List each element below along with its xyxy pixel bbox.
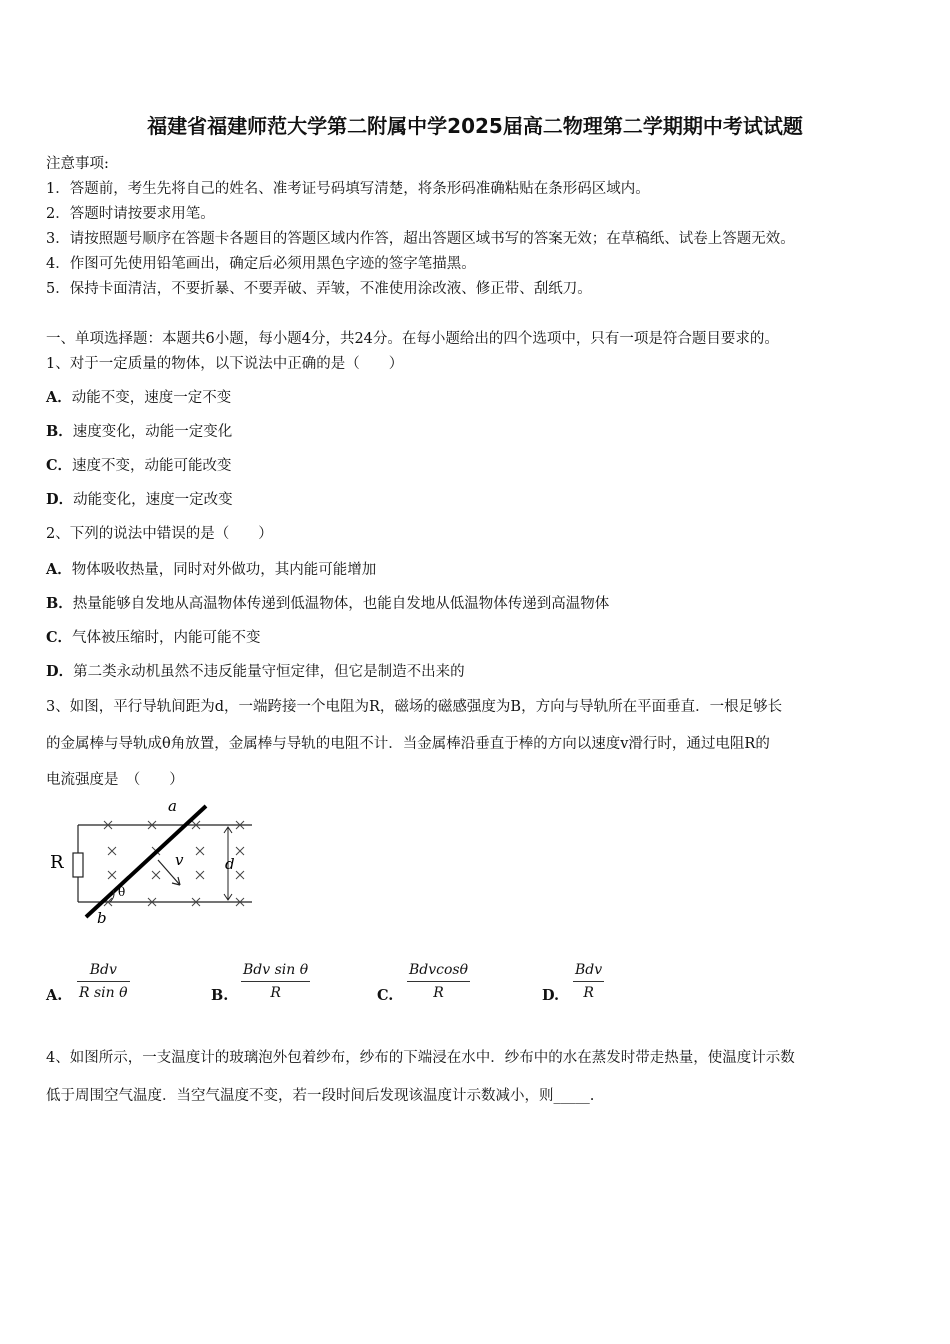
option-text: 速度变化，动能一定变化 — [72, 424, 233, 440]
q1-option-a — [46, 386, 231, 407]
question-2-stem: 2、下列的说法中错误的是（ ） — [46, 526, 273, 542]
q3-choice-a-label: A. — [46, 987, 63, 1004]
question-4-line: 低于周围空气温度．当空气温度不变，若一段时间后发现该温度计示数减小，则_____. — [46, 1088, 595, 1104]
notice-item: 2．答题时请按要求用笔。 — [46, 206, 215, 222]
notice-heading: 注意事项: — [46, 156, 109, 172]
option-text: 动能不变，速度一定不变 — [71, 390, 232, 406]
numerator: Bdv — [575, 962, 603, 978]
option-label: D． — [46, 491, 74, 508]
q3-choice-c-formula — [407, 962, 470, 1001]
q1-option-d — [46, 488, 233, 509]
q3-choice-b-formula — [241, 962, 310, 1001]
q2-option-c — [46, 626, 261, 647]
option-text: 动能变化，速度一定改变 — [73, 492, 233, 508]
notice-item: 3．请按照题号顺序在答题卡各题目的答题区域内作答，超出答题区域书写的答案无效；在草稿纸、试卷上答题无效。 — [46, 231, 795, 247]
denominator: R sin θ — [77, 981, 130, 1001]
denominator: R — [573, 981, 604, 1001]
notice-item: 4．作图可先使用铅笔画出，确定后必须用黑色字迹的签字笔描黑。 — [46, 256, 476, 272]
option-label: A． — [46, 561, 72, 578]
denominator: R — [407, 981, 470, 1001]
numerator: Bdv — [89, 962, 117, 978]
q3-choice-c-label: C. — [377, 987, 394, 1004]
rail-circuit-diagram — [40, 795, 270, 935]
velocity-label: v — [175, 851, 184, 869]
option-text: 物体吸收热量，同时对外做功，其内能可能增加 — [71, 562, 377, 578]
q3-choice-b-label: B. — [211, 987, 229, 1004]
option-label: C． — [46, 629, 73, 646]
option-text: 第二类永动机虽然不违反能量守恒定律，但它是制造不出来的 — [73, 664, 465, 680]
angle-label: θ — [118, 885, 126, 899]
option-label: B． — [46, 595, 73, 612]
question-3-line: 3、如图，平行导轨间距为d，一端跨接一个电阻为R，磁场的磁感强度为B，方向与导轨所在平面垂直．一根足够长 — [46, 699, 783, 715]
question-3-line: 电流强度是 （ ） — [46, 772, 184, 788]
q2-option-d — [46, 660, 465, 681]
q1-option-b — [46, 420, 232, 441]
option-label: A． — [46, 389, 72, 406]
q3-choice-a-formula — [77, 962, 130, 1001]
metal-rod — [86, 806, 206, 917]
question-3-line: 的金属棒与导轨成θ角放置，金属棒与导轨的电阻不计．当金属棒沿垂直于棒的方向以速度v滑行时，通过电阻R的 — [46, 736, 770, 752]
option-text: 热量能够自发地从高温物体传递到低温物体，也能自发地从低温物体传递到高温物体 — [72, 596, 610, 612]
page-title: 福建省福建师范大学第二附属中学2025届高二物理第二学期期中考试试题 — [147, 114, 803, 138]
option-text: 速度不变，动能可能改变 — [72, 458, 232, 474]
question-1-stem: 1、对于一定质量的物体，以下说法中正确的是（ ） — [46, 356, 404, 372]
numerator: Bdv sin θ — [243, 962, 309, 978]
rod-end-b-label: b — [97, 909, 107, 927]
q1-option-c — [46, 454, 232, 475]
notice-item: 5．保持卡面清洁，不要折暴、不要弄破、弄皱，不准使用涂改液、修正带、刮纸刀。 — [46, 281, 592, 297]
option-label: C． — [46, 457, 73, 474]
distance-label: d — [225, 855, 235, 873]
q3-choice-d-label: D. — [542, 987, 560, 1004]
q2-option-b — [46, 592, 609, 613]
question-4-line: 4、如图所示，一支温度计的玻璃泡外包着纱布，纱布的下端浸在水中．纱布中的水在蒸发时带走热量，使温度计示数 — [46, 1050, 795, 1066]
numerator: Bdvcosθ — [409, 962, 469, 978]
option-label: B． — [46, 423, 73, 440]
notice-item: 1．答题前，考生先将自己的姓名、准考证号码填写清楚，将条形码准确粘贴在条形码区域内。 — [46, 181, 650, 197]
resistor-label: R — [50, 852, 64, 873]
option-label: D． — [46, 663, 74, 680]
denominator: R — [241, 981, 310, 1001]
section-heading: 一、单项选择题：本题共6小题，每小题4分，共24分。在每小题给出的四个选项中，只有一项是符合题目要求的。 — [46, 331, 779, 347]
q3-choice-d-formula — [573, 962, 604, 1001]
q2-option-a — [46, 558, 376, 579]
option-text: 气体被压缩时，内能可能不变 — [72, 630, 261, 646]
rod-end-a-label: a — [168, 797, 177, 815]
